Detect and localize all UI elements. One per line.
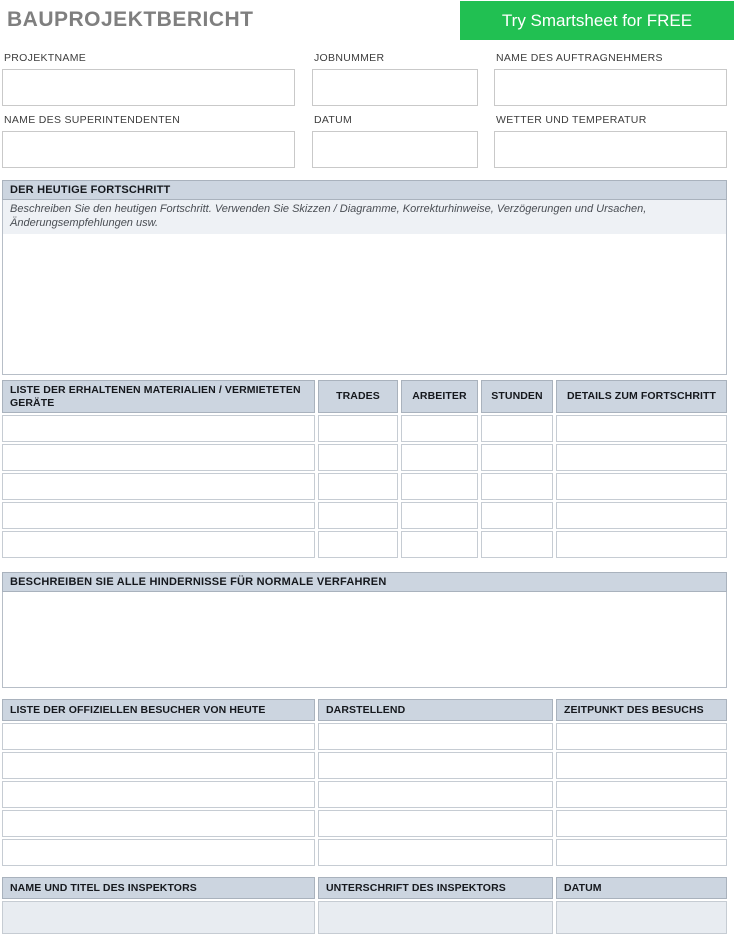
darstellend-cell[interactable] [318, 752, 553, 779]
darstellend-cell[interactable] [318, 810, 553, 837]
field-projektname [2, 52, 295, 106]
trades-cell[interactable] [318, 444, 398, 471]
materials-table [2, 380, 727, 558]
arbeiter-cell[interactable] [401, 473, 478, 500]
details-cell[interactable] [556, 531, 727, 558]
form-row-2 [2, 114, 727, 168]
projektname-input[interactable] [2, 69, 295, 106]
field-wetter [494, 114, 727, 168]
table-row [2, 473, 727, 500]
visitors-table-header [2, 699, 727, 721]
details-cell[interactable] [556, 444, 727, 471]
besucher-cell[interactable] [2, 810, 315, 837]
materials-cell[interactable] [2, 473, 315, 500]
superintendent-label: NAME DES SUPERINTENDENTEN [4, 114, 181, 126]
arbeiter-cell[interactable] [401, 415, 478, 442]
details-cell[interactable] [556, 502, 727, 529]
stunden-cell[interactable] [481, 502, 553, 529]
visitors-table-body [2, 723, 727, 866]
stunden-cell[interactable] [481, 473, 553, 500]
trades-cell[interactable] [318, 531, 398, 558]
form-row-1 [2, 52, 727, 106]
zeitpunkt-cell[interactable] [556, 810, 727, 837]
trades-cell[interactable] [318, 473, 398, 500]
zeitpunkt-cell[interactable] [556, 839, 727, 866]
inspektor-name-cell[interactable] [2, 901, 315, 934]
trades-header-cell: TRADES [318, 380, 398, 413]
field-datum [312, 114, 478, 168]
signoff-table-header [2, 877, 727, 899]
darstellend-cell[interactable] [318, 839, 553, 866]
besucher-cell[interactable] [2, 752, 315, 779]
zeitpunkt-cell[interactable] [556, 723, 727, 750]
besucher-cell[interactable] [2, 781, 315, 808]
materials-table-header [2, 380, 727, 413]
materials-header-cell: LISTE DER ERHALTENEN MATERIALIEN / VERMIETETEN GERÄTE [2, 380, 315, 413]
arbeiter-cell[interactable] [401, 531, 478, 558]
progress-content-input[interactable] [3, 234, 726, 374]
materials-cell[interactable] [2, 415, 315, 442]
auftragnehmer-input[interactable] [494, 69, 727, 106]
besucher-header-cell: LISTE DER OFFIZIELLEN BESUCHER VON HEUTE [2, 699, 315, 721]
field-superintendent [2, 114, 295, 168]
table-row [2, 901, 727, 934]
arbeiter-header-cell: ARBEITER [401, 380, 478, 413]
materials-cell[interactable] [2, 444, 315, 471]
progress-instructions: Beschreiben Sie den heutigen Fortschritt. Verwenden Sie Skizzen / Diagramme, Korrekturhinweise, Verzögerungen und Ursachen, Änderungsempfehlungen usw. [3, 200, 726, 234]
materials-cell[interactable] [2, 531, 315, 558]
try-smartsheet-button[interactable]: Try Smartsheet for FREE [460, 1, 734, 40]
table-row [2, 781, 727, 808]
details-cell[interactable] [556, 473, 727, 500]
stunden-cell[interactable] [481, 415, 553, 442]
obstacles-section-header: BESCHREIBEN SIE ALLE HINDERNISSE FÜR NORMALE VERFAHREN [2, 572, 727, 592]
table-row [2, 810, 727, 837]
besucher-cell[interactable] [2, 839, 315, 866]
page-title: BAUPROJEKTBERICHT [7, 8, 254, 31]
field-auftragnehmer [494, 52, 727, 106]
superintendent-input[interactable] [2, 131, 295, 168]
projektname-label: PROJEKTNAME [4, 52, 87, 64]
inspektor-name-header-cell: NAME UND TITEL DES INSPEKTORS [2, 877, 315, 899]
top-bar [0, 0, 734, 40]
signoff-table [2, 877, 727, 934]
visitors-table [2, 699, 727, 866]
datum-label: DATUM [314, 114, 353, 126]
darstellend-cell[interactable] [318, 723, 553, 750]
wetter-input[interactable] [494, 131, 727, 168]
signoff-datum-cell[interactable] [556, 901, 727, 934]
trades-cell[interactable] [318, 502, 398, 529]
darstellend-header-cell: DARSTELLEND [318, 699, 553, 721]
zeitpunkt-cell[interactable] [556, 781, 727, 808]
stunden-cell[interactable] [481, 531, 553, 558]
jobnummer-input[interactable] [312, 69, 478, 106]
unterschrift-header-cell: UNTERSCHRIFT DES INSPEKTORS [318, 877, 553, 899]
wetter-label: WETTER UND TEMPERATUR [496, 114, 647, 126]
jobnummer-label: JOBNUMMER [314, 52, 385, 64]
besucher-cell[interactable] [2, 723, 315, 750]
unterschrift-cell[interactable] [318, 901, 553, 934]
signoff-datum-header-cell: DATUM [556, 877, 727, 899]
details-header-cell: DETAILS ZUM FORTSCHRITT [556, 380, 727, 413]
stunden-header-cell: STUNDEN [481, 380, 553, 413]
arbeiter-cell[interactable] [401, 502, 478, 529]
table-row [2, 839, 727, 866]
trades-cell[interactable] [318, 415, 398, 442]
table-row [2, 531, 727, 558]
field-jobnummer [312, 52, 478, 106]
obstacles-section [2, 572, 727, 688]
table-row [2, 752, 727, 779]
progress-section [2, 180, 727, 375]
obstacles-content-input[interactable] [2, 592, 727, 688]
table-row [2, 415, 727, 442]
table-row [2, 502, 727, 529]
materials-table-body [2, 415, 727, 558]
signoff-table-body [2, 901, 727, 934]
materials-cell[interactable] [2, 502, 315, 529]
progress-section-body [2, 200, 727, 375]
progress-section-header: DER HEUTIGE FORTSCHRITT [2, 180, 727, 200]
table-row [2, 444, 727, 471]
datum-input[interactable] [312, 131, 478, 168]
table-row [2, 723, 727, 750]
stunden-cell[interactable] [481, 444, 553, 471]
zeitpunkt-header-cell: ZEITPUNKT DES BESUCHS [556, 699, 727, 721]
arbeiter-cell[interactable] [401, 444, 478, 471]
zeitpunkt-cell[interactable] [556, 752, 727, 779]
content-area [2, 52, 727, 934]
auftragnehmer-label: NAME DES AUFTRAGNEHMERS [496, 52, 663, 64]
details-cell[interactable] [556, 415, 727, 442]
darstellend-cell[interactable] [318, 781, 553, 808]
